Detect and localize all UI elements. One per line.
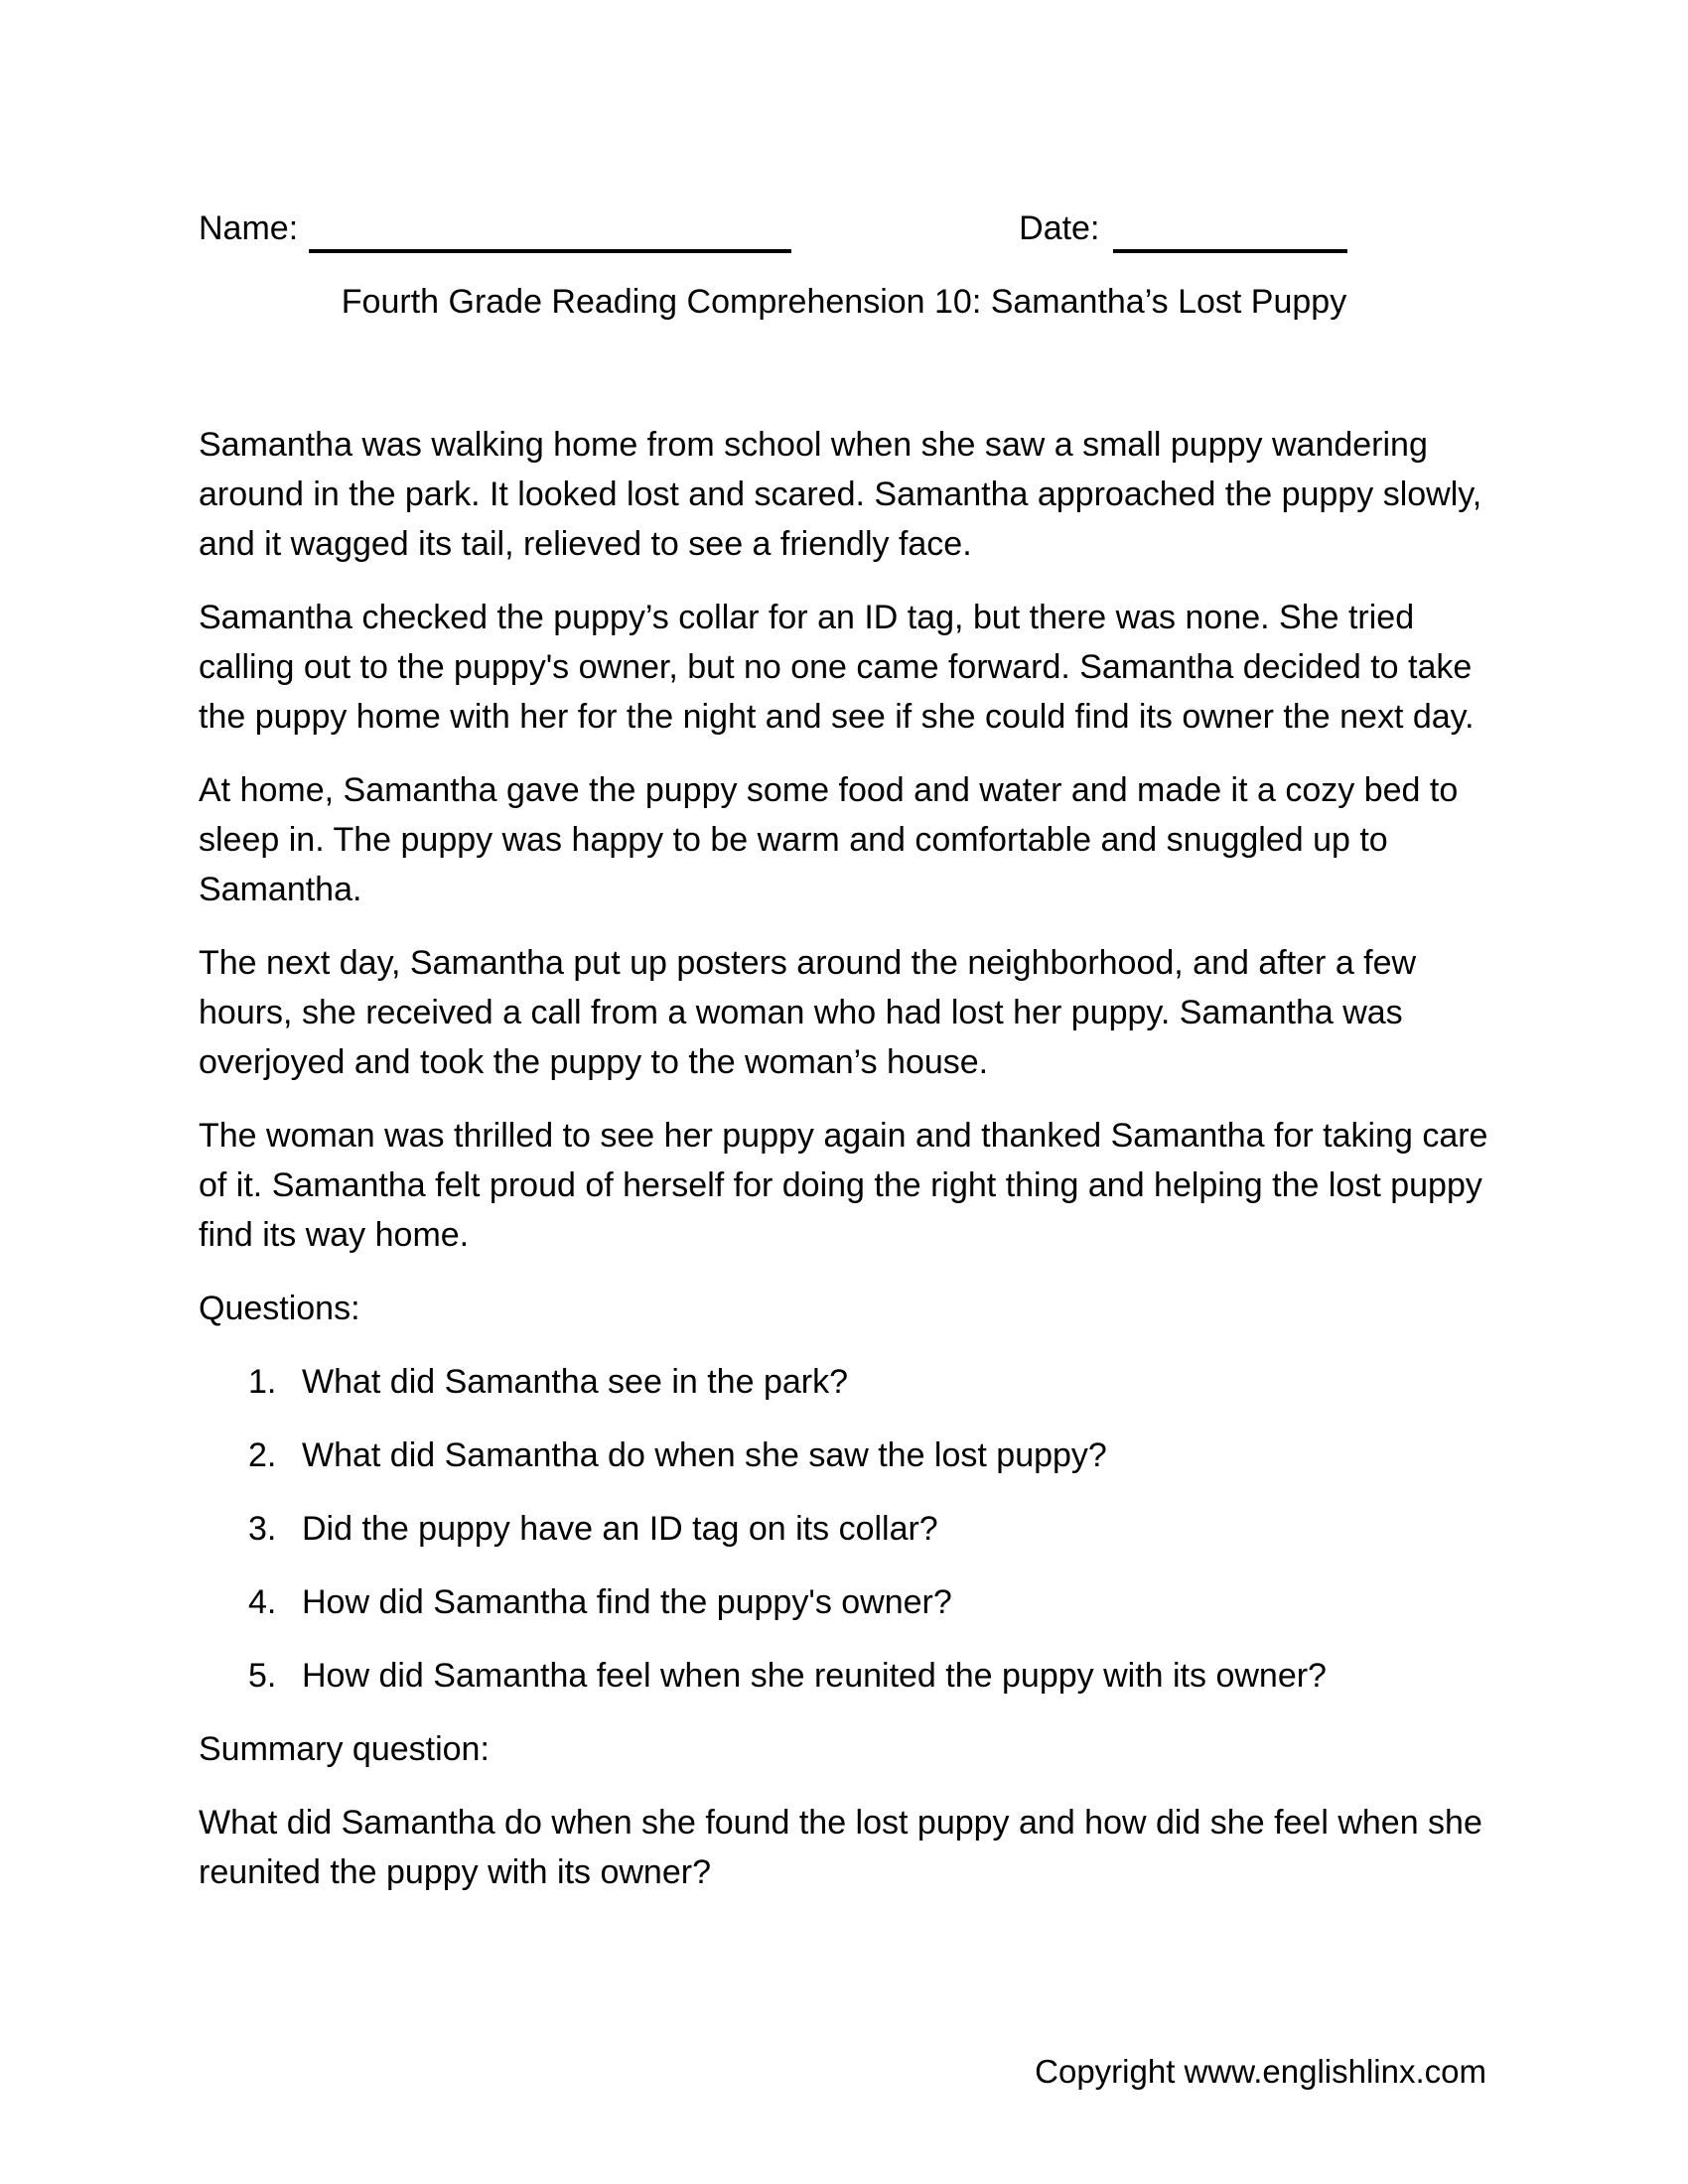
question-number-4: 4. <box>248 1583 277 1621</box>
story-paragraph-3: At home, Samantha gave the puppy some food and water and made it a cozy bed to sleep in. The puppy was happy to be warm and comfortable and snuggled up to Samantha. <box>199 771 1459 908</box>
story-paragraph-4: The next day, Samantha put up posters around the neighborhood, and after a few hours, she received a call from a woman who had lost her puppy. Samantha was overjoyed and took the puppy to the woman’s house. <box>199 944 1417 1081</box>
date-label: Date: <box>1019 209 1100 247</box>
question-item-4 <box>199 1577 1489 1627</box>
name-blank-line <box>309 205 791 253</box>
question-text-5: How did Samantha feel when she reunited the puppy with its owner? <box>302 1657 1327 1695</box>
question-item-1 <box>199 1357 1489 1407</box>
story-paragraph-1: Samantha was walking home from school when she saw a small puppy wandering around in the park. It looked lost and scared. Samantha approached the puppy slowly, and it wagged its tail, relieved to see a friendly face. <box>199 426 1482 563</box>
header-row <box>199 204 1489 253</box>
story-passage <box>199 420 1489 1260</box>
questions-heading: Questions: <box>199 1290 360 1327</box>
question-item-2 <box>199 1431 1489 1480</box>
question-text-2: What did Samantha do when she saw the lost puppy? <box>302 1436 1107 1474</box>
question-text-3: Did the puppy have an ID tag on its collar? <box>302 1510 938 1548</box>
worksheet-title: Fourth Grade Reading Comprehension 10: Samantha’s Lost Puppy <box>341 283 1347 321</box>
summary-question-text: What did Samantha do when she found the lost puppy and how did she feel when she reunited the puppy with its owner? <box>199 1804 1482 1891</box>
question-number-2: 2. <box>248 1436 277 1474</box>
name-label: Name: <box>199 209 299 247</box>
question-text-1: What did Samantha see in the park? <box>302 1363 848 1401</box>
question-text-4: How did Samantha find the puppy's owner? <box>302 1583 952 1621</box>
story-paragraph-5: The woman was thrilled to see her puppy again and thanked Samantha for taking care of it. Samantha felt proud of herself for doing the right thing and helping the lost puppy find its way home. <box>199 1117 1488 1254</box>
copyright-notice: Copyright www.englishlinx.com <box>1035 2053 1486 2090</box>
summary-question-heading: Summary question: <box>199 1730 490 1768</box>
question-number-1: 1. <box>248 1363 277 1401</box>
worksheet-content <box>199 204 1489 1921</box>
question-item-3 <box>199 1504 1489 1554</box>
question-item-5 <box>199 1651 1489 1701</box>
story-paragraph-2: Samantha checked the puppy’s collar for an ID tag, but there was none. She tried calling out to the puppy's owner, but no one came forward. Samantha decided to take the puppy home with her for the night and see if she could find its owner the next day. <box>199 599 1475 736</box>
date-blank-line <box>1113 205 1347 253</box>
question-number-3: 3. <box>248 1510 277 1548</box>
question-number-5: 5. <box>248 1657 277 1695</box>
questions-list <box>199 1357 1489 1701</box>
